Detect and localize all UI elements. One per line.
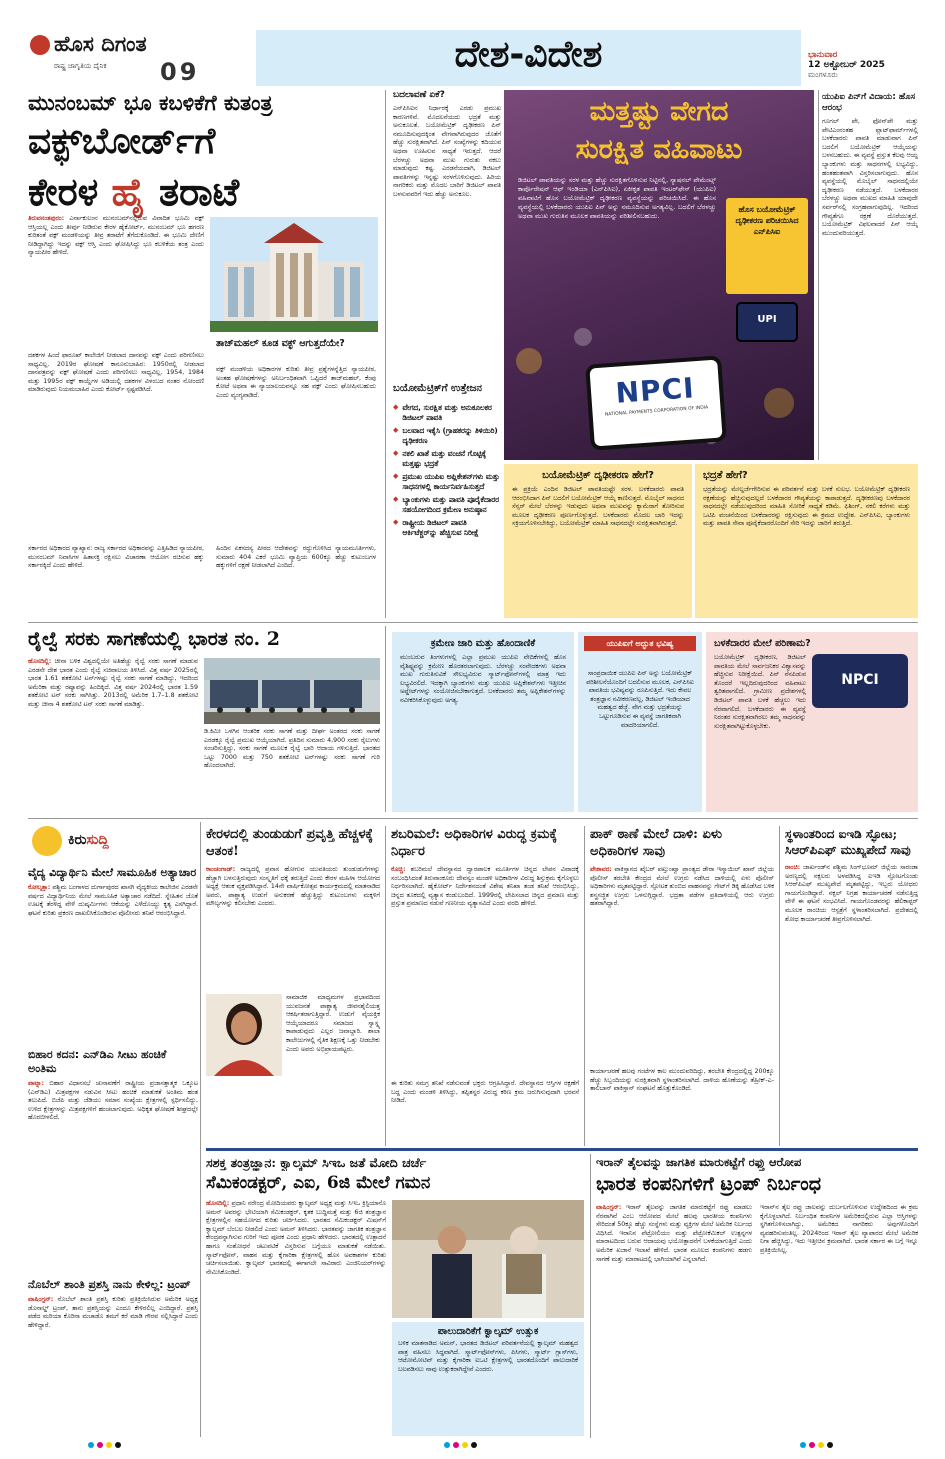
iran-story [596, 1154, 918, 1438]
upi-pin-body: ಗೂಗಲ್ ಪೇ, ಫೋನ್‌ಪೇ ಮತ್ತು ಪೇಟಿಎಂನಂತಹ ಪ್ಲಾಟ್‌ಫಾರ್ಮ್‌ಗಳಲ್ಲಿ ಬಳಕೆದಾರರು ಪಾವತಿ ಮಾಡುವಾಗ ಪಿನ್ ಬದಲಿಗೆ ಬಯೋಮೆಟ್ರಿಕ್ ಆಯ್ಕೆಯನ್ನು ಬಳಸಬಹುದು. ಈ ವ್ಯವಸ್ಥೆ ಪ್ರಸ್ತುತ ಕೆಲವು ಆಯ್ದ ಬ್ಯಾಂಕುಗಳು ಮತ್ತು ಸಾಧನಗಳಲ್ಲಿ ಲಭ್ಯವಿದ್ದು, ಹಂತಹಂತವಾಗಿ ವಿಸ್ತರಿಸಲಾಗುವುದು. ಹೊಸ ವ್ಯವಸ್ಥೆಯಲ್ಲಿ ಮೊಬೈಲ್ ಸಾಧನದಲ್ಲಿಯೇ ದೃಢೀಕರಣ ನಡೆಯುತ್ತದೆ. ಬಳಕೆದಾರರ ಬೆರಳಚ್ಚು ಅಥವಾ ಮುಖದ ಮಾಹಿತಿ ಯಾವುದೇ ಸರ್ವರ್‌ನಲ್ಲಿ ಸಂಗ್ರಹವಾಗುವುದಿಲ್ಲ. ಇದರಿಂದ ಗೌಪ್ಯತೆಗೂ ರಕ್ಷಣೆ ದೊರೆಯುತ್ತದೆ. ಬಯೋಮೆಟ್ರಿಕ್ ವಿಫಲವಾದರೆ ಪಿನ್ ಆಯ್ಕೆ ಮುಂದುವರಿಯುತ್ತದೆ. [822, 118, 918, 237]
divider [590, 1154, 591, 1438]
bokeh-dot [764, 388, 794, 418]
lead-headline-2c: ತರಾಟೆ [159, 170, 240, 214]
print-registration-marks [88, 1442, 138, 1450]
iran-body-2: ಇರಾನ್‌ನ ತೈಲ ರಫ್ತು ಜಾಲವನ್ನು ದುರ್ಬಲಗೊಳಿಸುವ ಉದ್ದೇಶದಿಂದ ಈ ಕ್ರಮ ಕೈಗೊಳ್ಳಲಾಗಿದೆ. ನಿರ್ಬಂಧಿತ ಕಂಪನಿಗಳ ಅಮೆರಿಕದಲ್ಲಿರುವ ಎಲ್ಲಾ ಆಸ್ತಿಗಳನ್ನು ಸ್ಥಗಿತಗೊಳಿಸಲಾಗಿದ್ದು, ಅಮೆರಿಕದ ನಾಗರಿಕರು ಅವುಗಳೊಂದಿಗೆ ವ್ಯವಹರಿಸುವಂತಿಲ್ಲ. 2024ರಿಂದ ಇರಾನ್ ತೈಲ ವ್ಯಾಪಾರದ ಮೇಲೆ ಅಮೆರಿಕ ನಿಗಾ ಹೆಚ್ಚಿಸಿದ್ದು, ಇದು ಇತ್ತೀಚಿನ ಕ್ರಮವಾಗಿದೆ. ಭಾರತ ಸರ್ಕಾರ ಈ ಬಗ್ಗೆ ಇನ್ನೂ ಪ್ರತಿಕ್ರಿಯಿಸಿಲ್ಲ. [760, 1204, 918, 1254]
modi-qualcomm-photo [392, 1200, 584, 1318]
gradual-box [392, 632, 574, 812]
list-item: ◆ ಬ್ಯಾಂಕುಗಳು ಮತ್ತು ಪಾವತಿ ಪೂರೈಕೆದಾರರ ಸಹಯೋಗದಿಂದ ಕ್ರಮೇಣ ಅನುಷ್ಠಾನ [393, 495, 500, 514]
cmyk-dot [444, 1442, 450, 1448]
sabarimala-story [391, 826, 579, 1146]
divider [28, 818, 918, 819]
list-item: ◆ ರಾಷ್ಟ್ರೀಯ ಡಿಜಿಟಲ್ ಪಾವತಿ ಆರ್ಕಿಟೆಕ್ಚರ್‌ನ್ನು ಹೆಚ್ಚಿಸುವ ನಿರೀಕ್ಷೆ [393, 518, 479, 537]
lead-headline-2a: ಕೇರಳ [28, 170, 99, 214]
cmyk-dot [818, 1442, 824, 1448]
rail-story [28, 626, 380, 812]
divider [385, 90, 386, 618]
kerala-story [206, 826, 380, 1146]
taj-body: ವಕ್ಫ್ ಮಂಡಳಿಯ ಅಧಿಕಾರಗಳ ಕುರಿತು ತೀವ್ರ ಪ್ರಶ್ನೆಗಳನ್ನೆತ್ತಿದ ನ್ಯಾಯಪೀಠ, ಅಂತಹ ಘೋಷಣೆಗಳನ್ನು ಅನಿರ್ಬಂಧಿತವಾಗಿ ಒಪ್ಪಿದರೆ ತಾಜ್‌ಮಹಲ್, ಕೆಂಪು ಕೋಟೆ ಅಥವಾ ಈ ನ್ಯಾಯಾಲಯವನ್ನೂ ಸಹ ವಕ್ಫ್ ಎಂದು ಘೋಷಿಸಬಹುದು ಎಂದು ವ್ಯಂಗ್ಯವಾಡಿದೆ. [216, 366, 376, 399]
security-box [695, 464, 918, 618]
lead-headline-1: ವಕ್ಫ್‌ಬೋರ್ಡ್‌ಗೆ [28, 121, 216, 162]
meeting-illustration [392, 1200, 584, 1318]
upi-badge [726, 198, 808, 294]
cmyk-dot [827, 1442, 833, 1448]
date-label: 12 ಅಕ್ಟೋಬರ್ 2025 [808, 60, 885, 70]
cmyk-dot [453, 1442, 459, 1448]
kerala-body-2: ಸಾಮಾಜಿಕ ಮಾಧ್ಯಮಗಳ ಪ್ರಭಾವದಿಂದ ಯುವಜನತೆ ಪಾಶ್ಚಾತ್ಯ ಜೀವನಶೈಲಿಯತ್ತ ಆಕರ್ಷಿತರಾಗುತ್ತಿದ್ದಾರೆ. ಉಡುಗೆ ವೈಯಕ್ತಿಕ ಆಯ್ಕೆಯಾದರೂ ಸಮಾಜದ ಸ್ವಾಸ್ಥ್ಯ ಕಾಪಾಡುವುದು ಎಲ್ಲರ ಜವಾಬ್ದಾರಿ. ಶಾಲಾ ಕಾಲೇಜುಗಳಲ್ಲಿ ನೈತಿಕ ಶಿಕ್ಷಣಕ್ಕೆ ಒತ್ತು ನೀಡಬೇಕು ಎಂದು ಅವರು ಅಭಿಪ್ರಾಯಪಟ್ಟರು. [286, 994, 380, 1053]
bullet-icon: ◆ [393, 518, 399, 526]
rail-body: ಹೊಸದಿಲ್ಲಿ: ಚೀನಾ ಬಳಿಕ ವಿಶ್ವದಲ್ಲಿಯೇ ಅತಿಹೆಚ್ಚು ರೈಲ್ವೆ ಸರಕು ಸಾಗಣೆ ಮಾಡುವ ಎರಡನೇ ದೇಶ ಭಾರತ ಎಂದು ರೈಲ್ವೆ ಸಚಿವಾಲಯ ತಿಳಿಸಿದೆ. ವಿತ್ತ ವರ್ಷ 2025ರಲ್ಲಿ ಭಾರತ 1.61 ಶತಕೋಟಿ ಟನ್‌ಗಳಷ್ಟು ರೈಲ್ವೆ ಸರಕು ಸಾಗಣೆ ಮಾಡಿದ್ದು, ಇದರಿಂದ ಅಮೆರಿಕಾ ಮತ್ತು ರಷ್ಯಾವನ್ನು ಹಿಂದಿಕ್ಕಿದೆ. ವಿತ್ತ ವರ್ಷ 2024ರಲ್ಲಿ ಭಾರತ 1.59 ಶತಕೋಟಿ ಟನ್ ಸರಕು ಸಾಗಿಸಿತ್ತು. 2013ರಲ್ಲಿ ಅಮೆರಿಕ 1.7–1.8 ಶತಕೋಟಿ ಮತ್ತು ಚೀನಾ 4 ಶತಕೋಟಿ ಟನ್ ಸರಕು ಸಾಗಣೆ ಮಾಡಿತ್ತು. [28, 658, 198, 708]
divider [818, 90, 819, 460]
user-impact-subhead: ಬಳಕೆದಾರರ ಮೇಲೆ ಪರಿಣಾಮ? [714, 638, 811, 649]
upi-badge-text: ಹೊಸ ಬಯೋಮೆಟ್ರಿಕ್ ದೃಢೀಕರಣ ಪರಿಚಯಿಸಿದ ಎನ್‌ಪಿಸಿಐ [735, 205, 799, 236]
npci-card-graphic [812, 654, 908, 708]
lead-body-1 [28, 215, 204, 350]
list-item: ◆ ಪ್ರಮುಖ ಯುಪಿಐ ಅಪ್ಲಿಕೇಶನ್‌ಗಳು ಮತ್ತು ಸಾಧನಗಳಲ್ಲಿ ಕಾರ್ಯನಿರ್ವಹಿಸುತ್ತದೆ [393, 472, 500, 491]
bokeh-dot [574, 328, 592, 346]
high-court-illustration [210, 217, 378, 332]
section-title: ದೇಶ-ವಿದೇಶ [454, 34, 603, 75]
freight-train-photo [204, 658, 380, 724]
taj-subhead: ತಾಜ್‌ಮಹಲ್ ಕೂಡ ವಕ್ಫ್ ಆಗುತ್ತದೆಯೇ? [216, 338, 345, 349]
portrait-illustration [206, 994, 282, 1076]
brief-item [28, 866, 198, 1040]
upi-headline-2: ಸುರಕ್ಷಿತ ವಹಿವಾಟು [575, 134, 743, 165]
pakistan-story [590, 826, 774, 1146]
divider [779, 826, 780, 1146]
upi-pin-column [822, 92, 918, 460]
city-label: ಮಂಗಳೂರು [808, 70, 838, 79]
lead-body-3: ಸರ್ಕಾರದ ಅಧಿಕಾರದ ವ್ಯಾಖ್ಯಾನ: ರಾಜ್ಯ ಸರ್ಕಾರದ ಅಧಿಕಾರವನ್ನು ಎತ್ತಿಹಿಡಿದ ನ್ಯಾಯಪೀಠ, ಮುನಂಬಮ್ ನಿವಾಸಿಗಳ ಹಿತಾಸಕ್ತಿ ರಕ್ಷಿಸಲು ವಿಚಾರಣಾ ಆಯೋಗ ರಚಿಸುವ ಹಕ್ಕು ಸರ್ಕಾರಕ್ಕಿದೆ ಎಂದು ಹೇಳಿದೆ. [28, 545, 204, 570]
print-registration-marks [800, 1442, 850, 1450]
npci-fullname: NATIONAL PAYMENTS CORPORATION OF INDIA [604, 405, 709, 418]
briefs-label: ಕಿರುಸುದ್ದಿ [68, 832, 109, 848]
qualcomm-story [206, 1154, 584, 1438]
bokeh-dot [516, 348, 542, 374]
briefs-column [28, 822, 198, 1437]
future-box [578, 632, 702, 812]
print-registration-marks [444, 1442, 494, 1450]
ied-headline: ಸ್ಥಳಾಂತರಿಂದ ಐಇಡಿ ಸ್ಫೋಟ; ಸಿಆರ್‌ಪಿಎಫ್ ಮುಖ್ಯಪೇದೆ ಸಾವು [785, 827, 911, 857]
biometric-boost-list [393, 403, 501, 537]
security-body: ಭದ್ರತೆಯನ್ನು ಮೇಲ್ದರ್ಜೆಗೇರಿಸುವ ಈ ಪರಿವರ್ತನೆ ಮತ್ತು ಬಳಕೆ ಸುಲಭ. ಬಯೋಮೆಟ್ರಿಕ್ ದೃಢೀಕರಣ ರಕ್ಷಣೆಯನ್ನು ಹೆಚ್ಚಿಸುವುದಲ್ಲದೆ ಬಳಕೆದಾರರ ಗೌಪ್ಯತೆಯನ್ನು ಕಾಪಾಡುತ್ತದೆ. ದೃಢೀಕರಣವು ಬಳಕೆದಾರರ ಸಾಧನದಲ್ಲೇ ನಡೆಯುವುದರಿಂದ ಮಾಹಿತಿ ಸೋರಿಕೆ ಸಾಧ್ಯತೆ ಕಡಿಮೆ. ಫಿಶಿಂಗ್, ನಕಲಿ ಕರೆಗಳು ಮತ್ತು ಒಟಿಪಿ ವಂಚನೆಯಿಂದ ಬಳಕೆದಾರರನ್ನು ರಕ್ಷಿಸುವುದು ಈ ಕ್ರಮದ ಉದ್ದೇಶ. ಎನ್‌ಪಿಸಿಐ, ಬ್ಯಾಂಕುಗಳು ಮತ್ತು ಪಾವತಿ ಸೇವಾ ಪೂರೈಕೆದಾರರೊಂದಿಗೆ ಸೇರಿ ಇದನ್ನು ಜಾರಿಗೆ ತರುತ್ತಿದೆ. [703, 486, 910, 528]
brand-emblem-icon [30, 35, 50, 55]
user-impact-box [706, 632, 918, 812]
rail-body-2: ಡಿ.ಕಿಮೀ ಒಳಗಿನ ಆಂತರಿಕ ಸರಕು ಸಾಗಣೆ ಮತ್ತು ದೀರ್ಘ ಅಂತರದ ಸರಕು ಸಾಗಣೆ ಎರಡಕ್ಕೂ ರೈಲ್ವೆ ಪ್ರಮುಖ ಆಯ್ಕೆಯಾಗಿದೆ. ಪ್ರತಿದಿನ ಸುಮಾರು 4,900 ಸರಕು ರೈಲುಗಳು ಸಂಚರಿಸುತ್ತಿದ್ದು, ಸರಕು ಸಾಗಣೆ ಮೂಲಕ ರೈಲ್ವೆ ಭಾರಿ ಆದಾಯ ಗಳಿಸುತ್ತಿದೆ. ಭಾರತದ ಒಟ್ಟು 7000 ಮತ್ತು 750 ಶತಕೋಟಿ ಟನ್‌ಗಳಷ್ಟು ಸರಕು ಸಾಗಣೆ ಗುರಿ ಹೊಂದಲಾಗಿದೆ. [204, 728, 380, 770]
brief-body: ಕೋಲ್ಕತ್ತಾ: ಪಶ್ಚಿಮ ಬಂಗಾಳದ ದುರ್ಗಾಪುರದ ಖಾಸಗಿ ವೈದ್ಯಕೀಯ ಕಾಲೇಜಿನ ಎರಡನೇ ವರ್ಷದ ವಿದ್ಯಾರ್ಥಿನಿಯ ಮೇಲೆ ಸಾಮೂಹಿಕ ಅತ್ಯಾಚಾರ ನಡೆದಿದೆ. ಸ್ನೇಹಿತನ ಜೊತೆ ಊಟಕ್ಕೆ ತೆರಳಿದ್ದ ವೇಳೆ ದುಷ್ಕರ್ಮಿಗಳು ಆಕೆಯನ್ನು ಎಳೆದೊಯ್ದು ಕೃತ್ಯ ಎಸಗಿದ್ದಾರೆ. ಘಟನೆ ಕುರಿತು ಪ್ರಕರಣ ದಾಖಲಿಸಿಕೊಂಡಿರುವ ಪೊಲೀಸರು ತನಿಖೆ ಆರಂಭಿಸಿದ್ದಾರೆ. [28, 884, 198, 917]
cmyk-dot [97, 1442, 103, 1448]
briefs-icon [32, 826, 62, 856]
upi-intro: ಡಿಜಿಟಲ್ ಪಾವತಿಯನ್ನು ಸರಳ ಮತ್ತು ಹೆಚ್ಚು ಸುರಕ್ಷಿತಗೊಳಿಸುವ ನಿಟ್ಟಿನಲ್ಲಿ, ನ್ಯಾಷನಲ್ ಪೇಮೆಂಟ್ಸ್ ಕಾರ್ಪೊರೇಷನ್ ಆಫ್ ಇಂಡಿಯಾ (ಎನ್‌ಪಿಸಿಐ), ಏಕೀಕೃತ ಪಾವತಿ ಇಂಟರ್‌ಫೇಸ್ (ಯುಪಿಐ) ವಹಿವಾಟಿಗೆ ಹೊಸ ಬಯೋಮೆಟ್ರಿಕ್ ದೃಢೀಕರಣ ವ್ಯವಸ್ಥೆಯನ್ನು ಪರಿಚಯಿಸಿದೆ. ಈ ಹೊಸ ವ್ಯವಸ್ಥೆಯಲ್ಲಿ ಬಳಕೆದಾರರು ಯುಪಿಐ ಪಿನ್ ಅನ್ನು ನಮೂದಿಸುವ ಅಗತ್ಯವಿಲ್ಲ. ಬದಲಿಗೆ ಬೆರಳಚ್ಚು ಅಥವಾ ಮುಖ ಗುರುತಿನ ಮೂಲಕ ಪಾವತಿಯನ್ನು ಪರಿಶೀಲಿಸಬಹುದು. [518, 176, 716, 220]
lead-body-2: ದಶಕಗಳ ಹಿಂದೆ ಫಾರೂಖ್ ಕಾಲೇಜಿಗೆ ನೀಡಲಾದ ದಾನವನ್ನು ವಕ್ಫ್ ಎಂದು ಪರಿಗಣಿಸಲು ಸಾಧ್ಯವಿಲ್ಲ. 2019ರ ಘೋಷಣೆ ಕಾನೂನುಬಾಹಿರ: 1950ರಲ್ಲಿ ನೀಡಲಾದ ದಾನಪತ್ರವನ್ನು ವಕ್ಫ್ ಘೋಷಣೆ ಎಂದು ಪರಿಗಣಿಸಲು ಸಾಧ್ಯವಿಲ್ಲ. 1954, 1984 ಮತ್ತು 1995ರ ವಕ್ಫ್ ಕಾಯ್ದೆಗಳ ಅಡಿಯಲ್ಲಿ ದಶಕಗಳ ವಿಳಂಬದ ನಂತರ ನೋಂದಣಿ ಮಾಡಿರುವುದು ನಿಯಮಬಾಹಿರ ಎಂದು ಕೋರ್ಟ್ ಸ್ಪಷ್ಟಪಡಿಸಿದೆ. [28, 352, 204, 394]
upi-phone-logo: UPI [757, 314, 777, 325]
bullet-icon: ◆ [393, 495, 399, 503]
cmyk-dot [462, 1442, 468, 1448]
brief-item [28, 1048, 198, 1272]
section-banner [256, 30, 801, 86]
lead-tail: ಹಿಂದಿನ ಏಕಸದಸ್ಯ ಪೀಠದ ಆದೇಶವನ್ನು ರದ್ದುಗೊಳಿಸಿದ ನ್ಯಾಯಮೂರ್ತಿಗಳು, ಸುಮಾರು 404 ಎಕರೆ ಭೂಮಿ ವ್ಯಾಪ್ತಿಯ 600ಕ್ಕೂ ಹೆಚ್ಚು ಕುಟುಂಬಗಳ ಹಕ್ಕುಗಳಿಗೆ ರಕ್ಷಣೆ ನೀಡಲಾಗಿದೆ ಎಂದಿದೆ. [216, 545, 376, 570]
kerala-body: ಕಾಂಚಂಗಾಡ್: ರಾಜ್ಯದಲ್ಲಿ ಪ್ರವಾಸ ಹೋಗುವ ಯುವತಿಯರು ತುಂಡುಡುಗೆಗಳನ್ನು ಹೆಚ್ಚಾಗಿ ಬಳಸುತ್ತಿರುವುದು ಸಂಸ್ಕೃತಿಗೆ ಧಕ್ಕೆ ತರುತ್ತಿದೆ ಎಂದು ಕೇರಳ ಮಹಿಳಾ ಆಯೋಗದ ಅಧ್ಯಕ್ಷೆ ಆತಂಕ ವ್ಯಕ್ತಪಡಿಸಿದ್ದಾರೆ. 14ನೇ ವಾರ್ಷಿಕೋತ್ಸವ ಕಾರ್ಯಕ್ರಮದಲ್ಲಿ ಮಾತನಾಡಿದ ಅವರು, ಪಾಶ್ಚಾತ್ಯ ಉಡುಗೆ ಅನುಕರಣೆ ಹೆಚ್ಚುತ್ತಿದ್ದು ಕುಟುಂಬಗಳು ಮಕ್ಕಳಿಗೆ ಮೌಲ್ಯಗಳನ್ನು ಕಲಿಸಬೇಕು ಎಂದರು. [206, 866, 380, 908]
gradual-body: ಮುಂಬರುವ ತಿಂಗಳುಗಳಲ್ಲಿ ಎಲ್ಲಾ ಪ್ರಮುಖ ಯುಪಿಐ ವೇದಿಕೆಗಳಲ್ಲಿ ಹೊಸ ವೈಶಿಷ್ಟ್ಯವನ್ನು ಕ್ರಮೇಣ ಹೊರತರಲಾಗುವುದು. ಬೆರಳಚ್ಚು ಸಂವೇದಕಗಳು ಅಥವಾ ಮುಖ ಗುರುತಿಸುವಿಕೆ ಸೌಲಭ್ಯವಿರುವ ಸ್ಮಾರ್ಟ್‌ಫೋನ್‌ಗಳಲ್ಲಿ ಮಾತ್ರ ಇದು ಲಭ್ಯವಿರಲಿದೆ. ಇದಕ್ಕಾಗಿ ಬ್ಯಾಂಕುಗಳು ಮತ್ತು ಯುಪಿಐ ಅಪ್ಲಿಕೇಶನ್‌ಗಳು ಇತ್ತೀಚಿನ ಅಪ್ಡೇಟ್‌ಗಳನ್ನು ಸಂಯೋಜಿಸಬೇಕಾಗುತ್ತದೆ. ಬಳಕೆದಾರರು ತಮ್ಮ ಅಪ್ಲಿಕೇಶನ್‌ಗಳನ್ನು ನವೀಕರಿಸಿಕೊಳ್ಳುವುದು ಅಗತ್ಯ. [400, 654, 566, 704]
divider [200, 822, 201, 1437]
npci-logo: NPCI [614, 371, 696, 410]
sabarimala-headline: ಶಬರಿಮಲೆ: ಅಧಿಕಾರಿಗಳ ವಿರುದ್ಧ ಕ್ರಮಕ್ಕೆ ನಿರ್ಧಾರ [391, 827, 558, 859]
qualcomm-box-body: ಬಳಿಕ ಮಾತನಾಡಿದ ಅಮನ್, ಭಾರತದ ಡಿಜಿಟಲ್ ಪರಿವರ್ತನೆಯಲ್ಲಿ ಕ್ವಾಲ್ಕಮ್ ಮಹತ್ವದ ಪಾತ್ರ ವಹಿಸಲು ಸಿದ್ಧವಾಗಿದೆ. ಸ್ಮಾರ್ಟ್‌ಫೋನ್‌ಗಳು, ಪಿಸಿಗಳು, ಸ್ಮಾರ್ಟ್ ಗ್ಲಾಸ್‌ಗಳು, ಆಟೋಮೋಟಿವ್ ಮತ್ತು ಕೈಗಾರಿಕಾ ಐಒಟಿ ಕ್ಷೇತ್ರಗಳಲ್ಲಿ ಭಾರತದೊಂದಿಗೆ ಪಾಲುದಾರಿಕೆ ಬಲಪಡಿಸಲು ನಾವು ಉತ್ಸುಕರಾಗಿದ್ದೇವೆ ಎಂದರು. [398, 1340, 578, 1373]
future-body: ಸಾಂಪ್ರದಾಯಿಕ ಯುಪಿಐ ಪಿನ್ ಅನ್ನು ಬಯೋಮೆಟ್ರಿಕ್ ಪರಿಶೀಲನೆಯೊಂದಿಗೆ ಬದಲಿಸುವ ಮೂಲಕ, ಎನ್‌ಪಿಸಿಐ ಪಾವತಿಯ ಭವಿಷ್ಯವನ್ನು ರೂಪಿಸುತ್ತಿದೆ. ಇದು ಕೇವಲ ತಂತ್ರಜ್ಞಾನ ನವೀಕರಣವಲ್ಲ, ಡಿಜಿಟಲ್ ಇಂಡಿಯಾದ ಮಹತ್ವದ ಹೆಜ್ಜೆ. ವೇಗ ಮತ್ತು ಭದ್ರತೆಯನ್ನು ಒಟ್ಟುಗೂಡಿಸುವ ಈ ವ್ಯವಸ್ಥೆ ಜಾಗತಿಕವಾಗಿ ಮಾದರಿಯಾಗಲಿದೆ. [586, 670, 694, 729]
lead-headline-2 [28, 166, 380, 218]
how-biometric-body: ಈ ಪ್ರಕ್ರಿಯೆ ಎಂದಿನ ಡಿಜಿಟಲ್ ಪಾವತಿಯಷ್ಟೇ ಸರಳ. ಬಳಕೆದಾರರು ಪಾವತಿ ಆರಂಭಿಸಿದಾಗ ಪಿನ್ ಬದಲಿಗೆ ಬಯೋಮೆಟ್ರಿಕ್ ಆಯ್ಕೆ ಕಾಣಿಸುತ್ತದೆ. ಮೊಬೈಲ್ ಸಾಧನದ ಸೆನ್ಸರ್ ಮೇಲೆ ಬೆರಳನ್ನು ಇಡುವುದು ಅಥವಾ ಮುಖವನ್ನು ಕ್ಯಾಮೆರಾಗೆ ತೋರಿಸುವ ಮೂಲಕ ದೃಢೀಕರಣ ಪೂರ್ಣಗೊಳ್ಳುತ್ತದೆ. ಬಳಕೆದಾರರು ಮೊದಲ ಬಾರಿ ಇದನ್ನು ಸಕ್ರಿಯಗೊಳಿಸಬೇಕಿದ್ದು, ಬಯೋಮೆಟ್ರಿಕ್ ಮಾಹಿತಿ ಸಾಧನದಲ್ಲೇ ಸುರಕ್ಷಿತವಾಗಿರುತ್ತದೆ. [512, 486, 684, 528]
npci-card-logo: NPCI [841, 672, 879, 688]
page-number: 09 [160, 58, 200, 86]
gradual-subhead: ಕ್ರಮೇಣ ಜಾರಿ ಮತ್ತು ಹೊಂದಾಣಿಕೆ [430, 638, 536, 649]
brief-headline: ವೈದ್ಯ ವಿದ್ಯಾರ್ಥಿನಿ ಮೇಲೆ ಸಾಮೂಹಿಕ ಅತ್ಯಾಚಾರ [28, 866, 197, 879]
freight-train-illustration [204, 658, 380, 724]
pakistan-headline: ಪಾಕ್ ಠಾಣೆ ಮೇಲೆ ದಾಳಿ: ಏಳು ಅಧಿಕಾರಿಗಳ ಸಾವು [590, 827, 723, 859]
rail-dateline: ಹೊಸದಿಲ್ಲಿ: [28, 658, 52, 665]
list-item: ◆ ಬಲವಾದ ಇಕೈಸಿ (ಗ್ರಾಹಕರನ್ನು ತಿಳಿಯಿರಿ) ದೃಢೀಕರಣ [393, 426, 498, 445]
brief-body: ಪಾಟ್ನಾ: ಬಿಹಾರ ವಿಧಾನಸಭೆ ಚುನಾವಣೆಗೆ ರಾಷ್ಟ್ರೀಯ ಪ್ರಜಾಸತ್ತಾತ್ಮಕ ಒಕ್ಕೂಟ (ಎನ್‌ಡಿಎ) ಮಿತ್ರಪಕ್ಷಗಳ ನಡುವಿನ ಸೀಟು ಹಂಚಿಕೆ ಮಾತುಕತೆ ಅಂತಿಮ ಹಂತ ತಲುಪಿದೆ. ಬಿಜೆಪಿ ಮತ್ತು ಜೆಡಿಯು ಸಮಾನ ಸಂಖ್ಯೆಯ ಕ್ಷೇತ್ರಗಳಲ್ಲಿ ಸ್ಪರ್ಧಿಸಲಿದ್ದು, ಉಳಿದ ಕ್ಷೇತ್ರಗಳನ್ನು ಮಿತ್ರಪಕ್ಷಗಳಿಗೆ ಹಂಚಲಾಗುವುದು. ಅಧಿಕೃತ ಘೋಷಣೆ ಶೀಘ್ರದಲ್ಲೇ ಹೊರಬೀಳಲಿದೆ. [28, 1080, 198, 1122]
qualcomm-box-headline: ಪಾಲುದಾರಿಕೆಗೆ ಕ್ವಾಲ್ಕಮ್ ಉತ್ಸುಕ [437, 1326, 539, 1337]
how-biometric-box [504, 464, 692, 618]
divider [584, 826, 585, 1146]
upi-feature [504, 90, 814, 460]
ied-story [785, 826, 918, 1146]
commission-chair-photo [206, 994, 282, 1076]
security-subhead: ಭದ್ರತೆ ಹೇಗೆ? [703, 470, 748, 481]
masthead-brand-block [30, 32, 245, 88]
cmyk-dot [88, 1442, 94, 1448]
lead-dateline: ತಿರುವನಂತಪುರಂ: [28, 215, 65, 222]
bullet-icon: ◆ [393, 449, 399, 457]
cmyk-dot [800, 1442, 806, 1448]
qualcomm-box [392, 1322, 584, 1436]
brand-name: ಹೊಸ ದಿಗಂತ [54, 32, 147, 56]
sabarimala-body: ಕೊಚ್ಚಿ: ಶಬರಿಮಲೆ ದೇವಸ್ಥಾನದ ದ್ವಾರಪಾಲಕ ಮೂರ್ತಿಗಳ ಚಿನ್ನದ ಲೇಪನ ವಿವಾದಕ್ಕೆ ಸಂಬಂಧಿಸಿದಂತೆ ತಿರುವಾಂಕೂರು ದೇವಸ್ವಂ ಮಂಡಳಿ ಅಧಿಕಾರಿಗಳ ವಿರುದ್ಧ ಶಿಸ್ತುಕ್ರಮ ಕೈಗೊಳ್ಳಲು ನಿರ್ಧರಿಸಲಾಗಿದೆ. ಹೈಕೋರ್ಟ್ ನಿರ್ದೇಶನದಂತೆ ವಿಶೇಷ ತನಿಖಾ ತಂಡ ತನಿಖೆ ಆರಂಭಿಸಿದ್ದು, ಚಿನ್ನದ ತೂಕದಲ್ಲಿ ವ್ಯತ್ಯಾಸ ಕಂಡುಬಂದಿದೆ. 1999ರಲ್ಲಿ ಲೇಪಿಸಲಾದ ಚಿನ್ನದ ಪ್ರಮಾಣ ಮತ್ತು ಪ್ರಸ್ತುತ ಪ್ರಮಾಣದ ನಡುವೆ ಗಣನೀಯ ವ್ಯತ್ಯಾಸವಿದೆ ಎಂದು ವರದಿ ಹೇಳಿದೆ. [391, 866, 579, 908]
how-biometric-subhead: ಬಯೋಮೆಟ್ರಿಕ್ ದೃಢೀಕರಣ ಹೇಗೆ? [542, 470, 654, 481]
list-item: ◆ ನಕಲಿ ಖಾತೆ ಮತ್ತು ವಂಚನೆ ಗೊಟ್ಟಿಕ್ಕೆ ಮತ್ತಷ್ಟು ಭದ್ರತೆ [393, 449, 487, 468]
change-column [393, 90, 501, 618]
brief-headline: ಬಿಹಾರ ಕದನ: ಎನ್‌ಡಿಎ ಸೀಟು ಹಂಚಿಕೆ ಅಂತಿಮ [28, 1048, 167, 1075]
high-court-photo [210, 217, 378, 332]
qualcomm-body: ಹೊಸದಿಲ್ಲಿ: ಪ್ರಧಾನಿ ನರೇಂದ್ರ ಮೋದಿಯವರು ಕ್ವಾಲ್ಕಮ್ ಅಧ್ಯಕ್ಷ ಮತ್ತು ಸಿಇಒ ಕ್ರಿಸ್ಟಿಯಾನೊ ಅಮನ್ ಅವರನ್ನು ಭೇಟಿಯಾಗಿ ಸೆಮಿಕಂಡಕ್ಟರ್, ಕೃತಕ ಬುದ್ಧಿಮತ್ತೆ ಮತ್ತು 6ಜಿ ತಂತ್ರಜ್ಞಾನ ಕ್ಷೇತ್ರಗಳಲ್ಲಿನ ಸಹಯೋಗದ ಕುರಿತು ಚರ್ಚಿಸಿದರು. ಭಾರತದ ಸೆಮಿಕಂಡಕ್ಟರ್ ಮಿಷನ್‌ಗೆ ಕ್ವಾಲ್ಕಮ್ ಬೆಂಬಲ ನೀಡಲಿದೆ ಎಂದು ಅಮನ್ ತಿಳಿಸಿದರು. ಭಾರತವನ್ನು ಜಾಗತಿಕ ತಂತ್ರಜ್ಞಾನ ಕೇಂದ್ರವನ್ನಾಗಿಸುವ ಗುರಿಗೆ ಇದು ಪೂರಕ ಎಂದು ಪ್ರಧಾನಿ ಹೇಳಿದರು. ಭಾರತದಲ್ಲಿ ಉತ್ಪಾದನೆ ಹಾಗೂ ಸಂಶೋಧನೆ ಚಟುವಟಿಕೆ ವಿಸ್ತರಿಸುವ ಬಗ್ಗೆಯೂ ಮಾತುಕತೆ ನಡೆಯಿತು. ಸ್ಮಾರ್ಟ್‌ಫೋನ್, ವಾಹನ ಮತ್ತು ಕೈಗಾರಿಕಾ ಕ್ಷೇತ್ರಗಳಲ್ಲಿ ಹೊಸ ಅವಕಾಶಗಳ ಕುರಿತು ಚರ್ಚಿಸಲಾಯಿತು. ಕ್ವಾಲ್ಕಮ್ ಭಾರತದಲ್ಲಿ ಈಗಾಗಲೇ ಸಾವಿರಾರು ಎಂಜಿನಿಯರ್‌ಗಳನ್ನು ನೇಮಿಸಿಕೊಂಡಿದೆ. [206, 1200, 386, 1276]
biometric-boost-subhead: ಬಯೋಮೆಟ್ರಿಕ್‌ಗೆ ಉತ್ತೇಜನ [393, 383, 482, 394]
qualcomm-headline-2: ಸೆಮಿಕಂಡಕ್ಟರ್, ಎಐ, 6ಜಿ ಮೇಲೆ ಗಮನ [206, 1173, 431, 1193]
date-block [808, 50, 936, 86]
lead-story [28, 90, 380, 618]
ied-body: ರಾಂಚಿ: ಜಾರ್ಖಂಡ್‌ನ ಪಶ್ಚಿಮ ಸಿಂಗ್‌ಭೂಮ್ ಜಿಲ್ಲೆಯ ಸಾರಂಡಾ ಅರಣ್ಯದಲ್ಲಿ ನಕ್ಸಲರು ಅಳವಡಿಸಿದ್ದ ಐಇಡಿ ಸ್ಫೋಟಗೊಂಡು ಸಿಆರ್‌ಪಿಎಫ್ ಮುಖ್ಯಪೇದೆ ಮೃತಪಟ್ಟಿದ್ದು, ಇಬ್ಬರು ಯೋಧರು ಗಾಯಗೊಂಡಿದ್ದಾರೆ. ನಕ್ಸಲ್ ನಿಗ್ರಹ ಕಾರ್ಯಾಚರಣೆ ನಡೆಸುತ್ತಿದ್ದ ವೇಳೆ ಈ ಘಟನೆ ಸಂಭವಿಸಿದೆ. ಗಾಯಗೊಂಡವರನ್ನು ಹೆಲಿಕಾಪ್ಟರ್ ಮೂಲಕ ರಾಂಚಿಯ ಆಸ್ಪತ್ರೆಗೆ ಸ್ಥಳಾಂತರಿಸಲಾಗಿದೆ. ಪ್ರದೇಶದಲ್ಲಿ ಶೋಧ ಕಾರ್ಯಾಚರಣೆ ತೀವ್ರಗೊಳಿಸಲಾಗಿದೆ. [785, 864, 918, 923]
pakistan-body-2: ಕಾರ್ಯಾಚರಣೆ ಹಲವು ಗಂಟೆಗಳ ಕಾಲ ಮುಂದುವರಿದಿದ್ದು, ತರಬೇತಿ ಕೇಂದ್ರದಲ್ಲಿದ್ದ 200ಕ್ಕೂ ಹೆಚ್ಚು ಸಿಬ್ಬಂದಿಯನ್ನು ಸುರಕ್ಷಿತವಾಗಿ ಸ್ಥಳಾಂತರಿಸಲಾಗಿದೆ. ದಾಳಿಯ ಹೊಣೆಯನ್ನು ತೆಹ್ರೀಕ್-ಎ-ತಾಲಿಬಾನ್ ಪಾಕಿಸ್ತಾನ್ ಸಂಘಟನೆ ಹೊತ್ತುಕೊಂಡಿದೆ. [590, 1068, 774, 1093]
bullet-icon: ◆ [393, 403, 399, 411]
brand-tagline: ರಾಷ್ಟ್ರ ಜಾಗೃತಿಯ ದೈನಿಕ [54, 62, 107, 70]
iran-headline-1: ಇರಾನ್ ತೈಲವನ್ನು ಜಾಗತಿಕ ಮಾರುಕಟ್ಟೆಗೆ ರಫ್ತು ಆರೋಪ [596, 1155, 802, 1169]
bullet-icon: ◆ [393, 426, 399, 434]
pakistan-body: ಪೇಶಾವರ: ಪಾಕಿಸ್ತಾನದ ಖೈಬರ್ ಪಖ್ತುಂಖ್ವಾ ಪ್ರಾಂತ್ಯದ ಡೇರಾ ಇಸ್ಮಾಯಿಲ್ ಖಾನ್ ಜಿಲ್ಲೆಯ ಪೊಲೀಸ್ ತರಬೇತಿ ಕೇಂದ್ರದ ಮೇಲೆ ಉಗ್ರರು ನಡೆಸಿದ ದಾಳಿಯಲ್ಲಿ ಏಳು ಪೊಲೀಸ್ ಅಧಿಕಾರಿಗಳು ಮೃತಪಟ್ಟಿದ್ದಾರೆ. ಸ್ಫೋಟಕ ತುಂಬಿದ ವಾಹನವನ್ನು ಗೇಟ್‌ಗೆ ಡಿಕ್ಕಿ ಹೊಡೆಸಿದ ಬಳಿಕ ಶಸ್ತ್ರಸಜ್ಜಿತ ಉಗ್ರರು ಒಳನುಗ್ಗಿದ್ದಾರೆ. ಭದ್ರತಾ ಪಡೆಗಳ ಪ್ರತಿದಾಳಿಯಲ್ಲಿ ಆರು ಉಗ್ರರು ಹತರಾಗಿದ್ದಾರೆ. [590, 866, 774, 908]
bullet-icon: ◆ [393, 472, 399, 480]
change-body: ಎನ್‌ಪಿಸಿಐನ ನಿರ್ಧಾರಕ್ಕೆ ಎರಡು ಪ್ರಮುಖ ಕಾರಣಗಳಿವೆ. ಮೊದಲನೆಯದು ಭದ್ರತೆ ಮತ್ತು ಅನುಕೂಲತೆ. ಬಯೋಮೆಟ್ರಿಕ್ ದೃಢೀಕರಣ ಪಿನ್ ನಮೂದಿಸುವುದಕ್ಕಿಂತ ವೇಗವಾಗಿರುವುದರ ಜೊತೆಗೆ ಹೆಚ್ಚು ಸುರಕ್ಷಿತವಾಗಿದೆ. ಪಿನ್ ಸಂಖ್ಯೆಗಳನ್ನು ಕದಿಯುವ ಅಥವಾ ಊಹಿಸುವ ಸಾಧ್ಯತೆ ಇರುತ್ತದೆ. ಆದರೆ ಬೆರಳಚ್ಚು ಅಥವಾ ಮುಖ ಗುರುತು ನಕಲು ಮಾಡುವುದು ಕಷ್ಟ. ಎರಡನೆಯದಾಗಿ, ಡಿಜಿಟಲ್ ಪಾವತಿಗಳನ್ನು ಇನ್ನಷ್ಟು ಸರಳಗೊಳಿಸುವುದು. ಹಿರಿಯ ನಾಗರಿಕರು ಮತ್ತು ಮೊದಲ ಬಾರಿಗೆ ಡಿಜಿಟಲ್ ಪಾವತಿ ಬಳಸುವವರಿಗೆ ಇದು ಹೆಚ್ಚು ಅನುಕೂಲ. [393, 105, 501, 198]
npci-phone [585, 355, 727, 450]
cmyk-dot [809, 1442, 815, 1448]
divider [28, 622, 918, 623]
lead-kicker: ಮುನಂಬಮ್ ಭೂ ಕಬಳಿಕೆಗೆ ಕುತಂತ್ರ [28, 90, 273, 115]
divider [385, 626, 386, 812]
day-label: ಭಾನುವಾರ [808, 50, 838, 60]
brief-headline: ನೊಬೆಲ್ ಶಾಂತಿ ಪ್ರಶಸ್ತಿ ನಾನು ಕೇಳಿಲ್ಲ: ಟ್ರಂಪ್ [28, 1278, 191, 1291]
kerala-headline: ಕೇರಳದಲ್ಲಿ ತುಂಡುಡುಗೆ ಪ್ರವೃತ್ತಿ ಹೆಚ್ಚಳಕ್ಕೆ ಆತಂಕ! [206, 827, 373, 859]
divider [385, 826, 386, 1146]
cmyk-dot [106, 1442, 112, 1448]
iran-body: ವಾಷಿಂಗ್ಟನ್: ಇರಾನ್ ತೈಲವನ್ನು ಜಾಗತಿಕ ಮಾರುಕಟ್ಟೆಗೆ ರಫ್ತು ಮಾಡಲು ನೆರವಾಗಿವೆ ಎಂಬ ಆರೋಪದ ಮೇಲೆ ಹಲವು ಭಾರತೀಯ ಕಂಪನಿಗಳು ಸೇರಿದಂತೆ 50ಕ್ಕೂ ಹೆಚ್ಚು ಸಂಸ್ಥೆಗಳು ಮತ್ತು ವ್ಯಕ್ತಿಗಳ ಮೇಲೆ ಅಮೆರಿಕ ನಿರ್ಬಂಧ ವಿಧಿಸಿದೆ. ಇರಾನಿನ ಪೆಟ್ರೋಲಿಯಂ ಮತ್ತು ಪೆಟ್ರೋಕೆಮಿಕಲ್ ಉತ್ಪನ್ನಗಳ ಮಾರಾಟದಿಂದ ಬರುವ ಆದಾಯವು ಭಯೋತ್ಪಾದನೆಗೆ ಬಳಕೆಯಾಗುತ್ತಿದೆ ಎಂದು ಅಮೆರಿಕ ಖಜಾನೆ ಇಲಾಖೆ ಹೇಳಿದೆ. ಭಾರತ ಮೂಲದ ಕಂಪನಿಗಳು ಹಡಗು ಸಾಗಣೆ ಮತ್ತು ಮಾರಾಟದಲ್ಲಿ ಭಾಗಿಯಾಗಿವೆ ಎನ್ನಲಾಗಿದೆ. [596, 1204, 752, 1263]
lead-body-1-text: ಎರ್ನಾಕುಲಂನ ಮುನಂಬಮ್‌ನಲ್ಲಿರುವ ವಿವಾದಿತ ಭೂಮಿ ವಕ್ಫ್ ಆಸ್ತಿಯಲ್ಲ ಎಂದು ತೀರ್ಪು ನೀಡಿರುವ ಕೇರಳ ಹೈಕೋರ್ಟ್, ಮುನಂಬಮ್ ಭೂ ಹಗರಣ ಕುರಿತಂತೆ ವಕ್ಫ್ ಮಂಡಳಿಯನ್ನು ತೀವ್ರ ತರಾಟೆಗೆ ತೆಗೆದುಕೊಂಡಿದೆ. ಈ ಭೂಮಿ ದೇಣಿಗೆ ನೀಡಿದ್ದಾಗಿದ್ದು ಇದನ್ನು ವಕ್ಫ್ ಆಸ್ತಿ ಎಂದು ಘೋಷಿಸಿದ್ದು ಭೂ ಕಬಳಿಕೆಯ ತಂತ್ರ ಎಂದು ನ್ಯಾಯಪೀಠ ಹೇಳಿದೆ. [28, 215, 204, 257]
cmyk-dot [471, 1442, 477, 1448]
change-subhead: ಬದಲಾವಣೆ ಏಕೆ? [393, 90, 445, 100]
masthead [0, 0, 945, 86]
sabarimala-body-2: ಈ ಕುರಿತು ಸಮಗ್ರ ತನಿಖೆ ನಡೆಸುವಂತೆ ಭಕ್ತರು ಆಗ್ರಹಿಸಿದ್ದಾರೆ. ದೇವಸ್ಥಾನದ ಆಸ್ತಿಗಳ ರಕ್ಷಣೆಗೆ ಬದ್ಧ ಎಂದು ಮಂಡಳಿ ತಿಳಿಸಿದ್ದು, ತಪ್ಪಿತಸ್ಥರ ವಿರುದ್ಧ ಕಠಿಣ ಕ್ರಮ ಜರುಗಿಸುವುದಾಗಿ ಭರವಸೆ ನೀಡಿದೆ. [391, 1080, 579, 1105]
user-impact-body: ಬಯೋಮೆಟ್ರಿಕ್ ದೃಢೀಕರಣ, ಡಿಜಿಟಲ್ ಪಾವತಿಯ ಮೇಲೆ ಸಾರ್ವಜನಿಕರ ವಿಶ್ವಾಸವನ್ನು ಹೆಚ್ಚಿಸುವ ನಿರೀಕ್ಷೆಯಿದೆ. ಪಿನ್ ನೆನಪಿಡುವ ತೊಂದರೆ ಇಲ್ಲದಿರುವುದರಿಂದ ವಹಿವಾಟು ತ್ವರಿತವಾಗಲಿದೆ. ಗ್ರಾಮೀಣ ಪ್ರದೇಶಗಳಲ್ಲಿ ಡಿಜಿಟಲ್ ಪಾವತಿ ಬಳಕೆ ಹೆಚ್ಚಲು ಇದು ನೆರವಾಗಲಿದೆ. ಬಳಕೆದಾರರು ಈ ವ್ಯವಸ್ಥೆ ನಿರಂತರ ಸುರಕ್ಷಿತವಾಗಿರಲು ತಮ್ಮ ಸಾಧನವನ್ನು ಸುರಕ್ಷಿತವಾಗಿಟ್ಟುಕೊಳ್ಳಬೇಕು. [714, 654, 806, 730]
iran-headline-2: ಭಾರತ ಕಂಪನಿಗಳಿಗೆ ಟ್ರಂಪ್ ನಿರ್ಬಂಧ [596, 1173, 821, 1195]
briefs-header [28, 822, 198, 860]
future-label: ಯುಪಿಐಗೆ ಅದ್ಭುತ ಭವಿಷ್ಯ [584, 636, 696, 651]
divider [206, 1148, 918, 1151]
qualcomm-headline-1: ಸಶಕ್ತ ತಂತ್ರಜ್ಞಾನ: ಕ್ವಾಲ್ಕಮ್ ಸಿಇಒ ಜತೆ ಮೋದಿ ಚರ್ಚೆ [206, 1155, 427, 1170]
lead-headline-2b: ಹೈ [111, 170, 146, 214]
cmyk-dot [115, 1442, 121, 1448]
upi-pin-subhead: ಯುಪಿಐ ಪಿನ್‌ಗೆ ವಿದಾಯ: ಹೊಸ ಆರಂಭ [822, 92, 916, 113]
brief-body: ವಾಷಿಂಗ್ಟನ್: ನೊಬೆಲ್ ಶಾಂತಿ ಪ್ರಶಸ್ತಿ ಕುರಿತು ಪ್ರತಿಕ್ರಿಯಿಸಿರುವ ಅಮೆರಿಕ ಅಧ್ಯಕ್ಷ ಡೊನಾಲ್ಡ್ ಟ್ರಂಪ್, ತಾನು ಪ್ರಶಸ್ತಿಯನ್ನು ಎಂದೂ ಕೇಳಿರಲಿಲ್ಲ ಎಂದಿದ್ದಾರೆ. ಪ್ರಶಸ್ತಿ ಪಡೆದ ಮರಿಯಾ ಕೊರಿನಾ ಮಚಾಡೊ ತಮಗೆ ಕರೆ ಮಾಡಿ ಗೌರವ ಸಲ್ಲಿಸಿದ್ದಾರೆ ಎಂದು ಹೇಳಿದ್ದಾರೆ. [28, 1296, 198, 1329]
list-item: ◆ ವೇಗದ, ಸುರಕ್ಷಿತ ಮತ್ತು ಅನುಕೂಲಕರ ಡಿಜಿಟಲ್ ಪಾವತಿ [393, 403, 492, 422]
brief-item [28, 1278, 198, 1436]
upi-headline-1: ಮತ್ತಷ್ಟು ವೇಗದ [589, 96, 729, 127]
rail-headline: ರೈಲ್ವೆ ಸರಕು ಸಾಗಣೆಯಲ್ಲಿ ಭಾರತ ನಂ. 2 [28, 628, 280, 650]
